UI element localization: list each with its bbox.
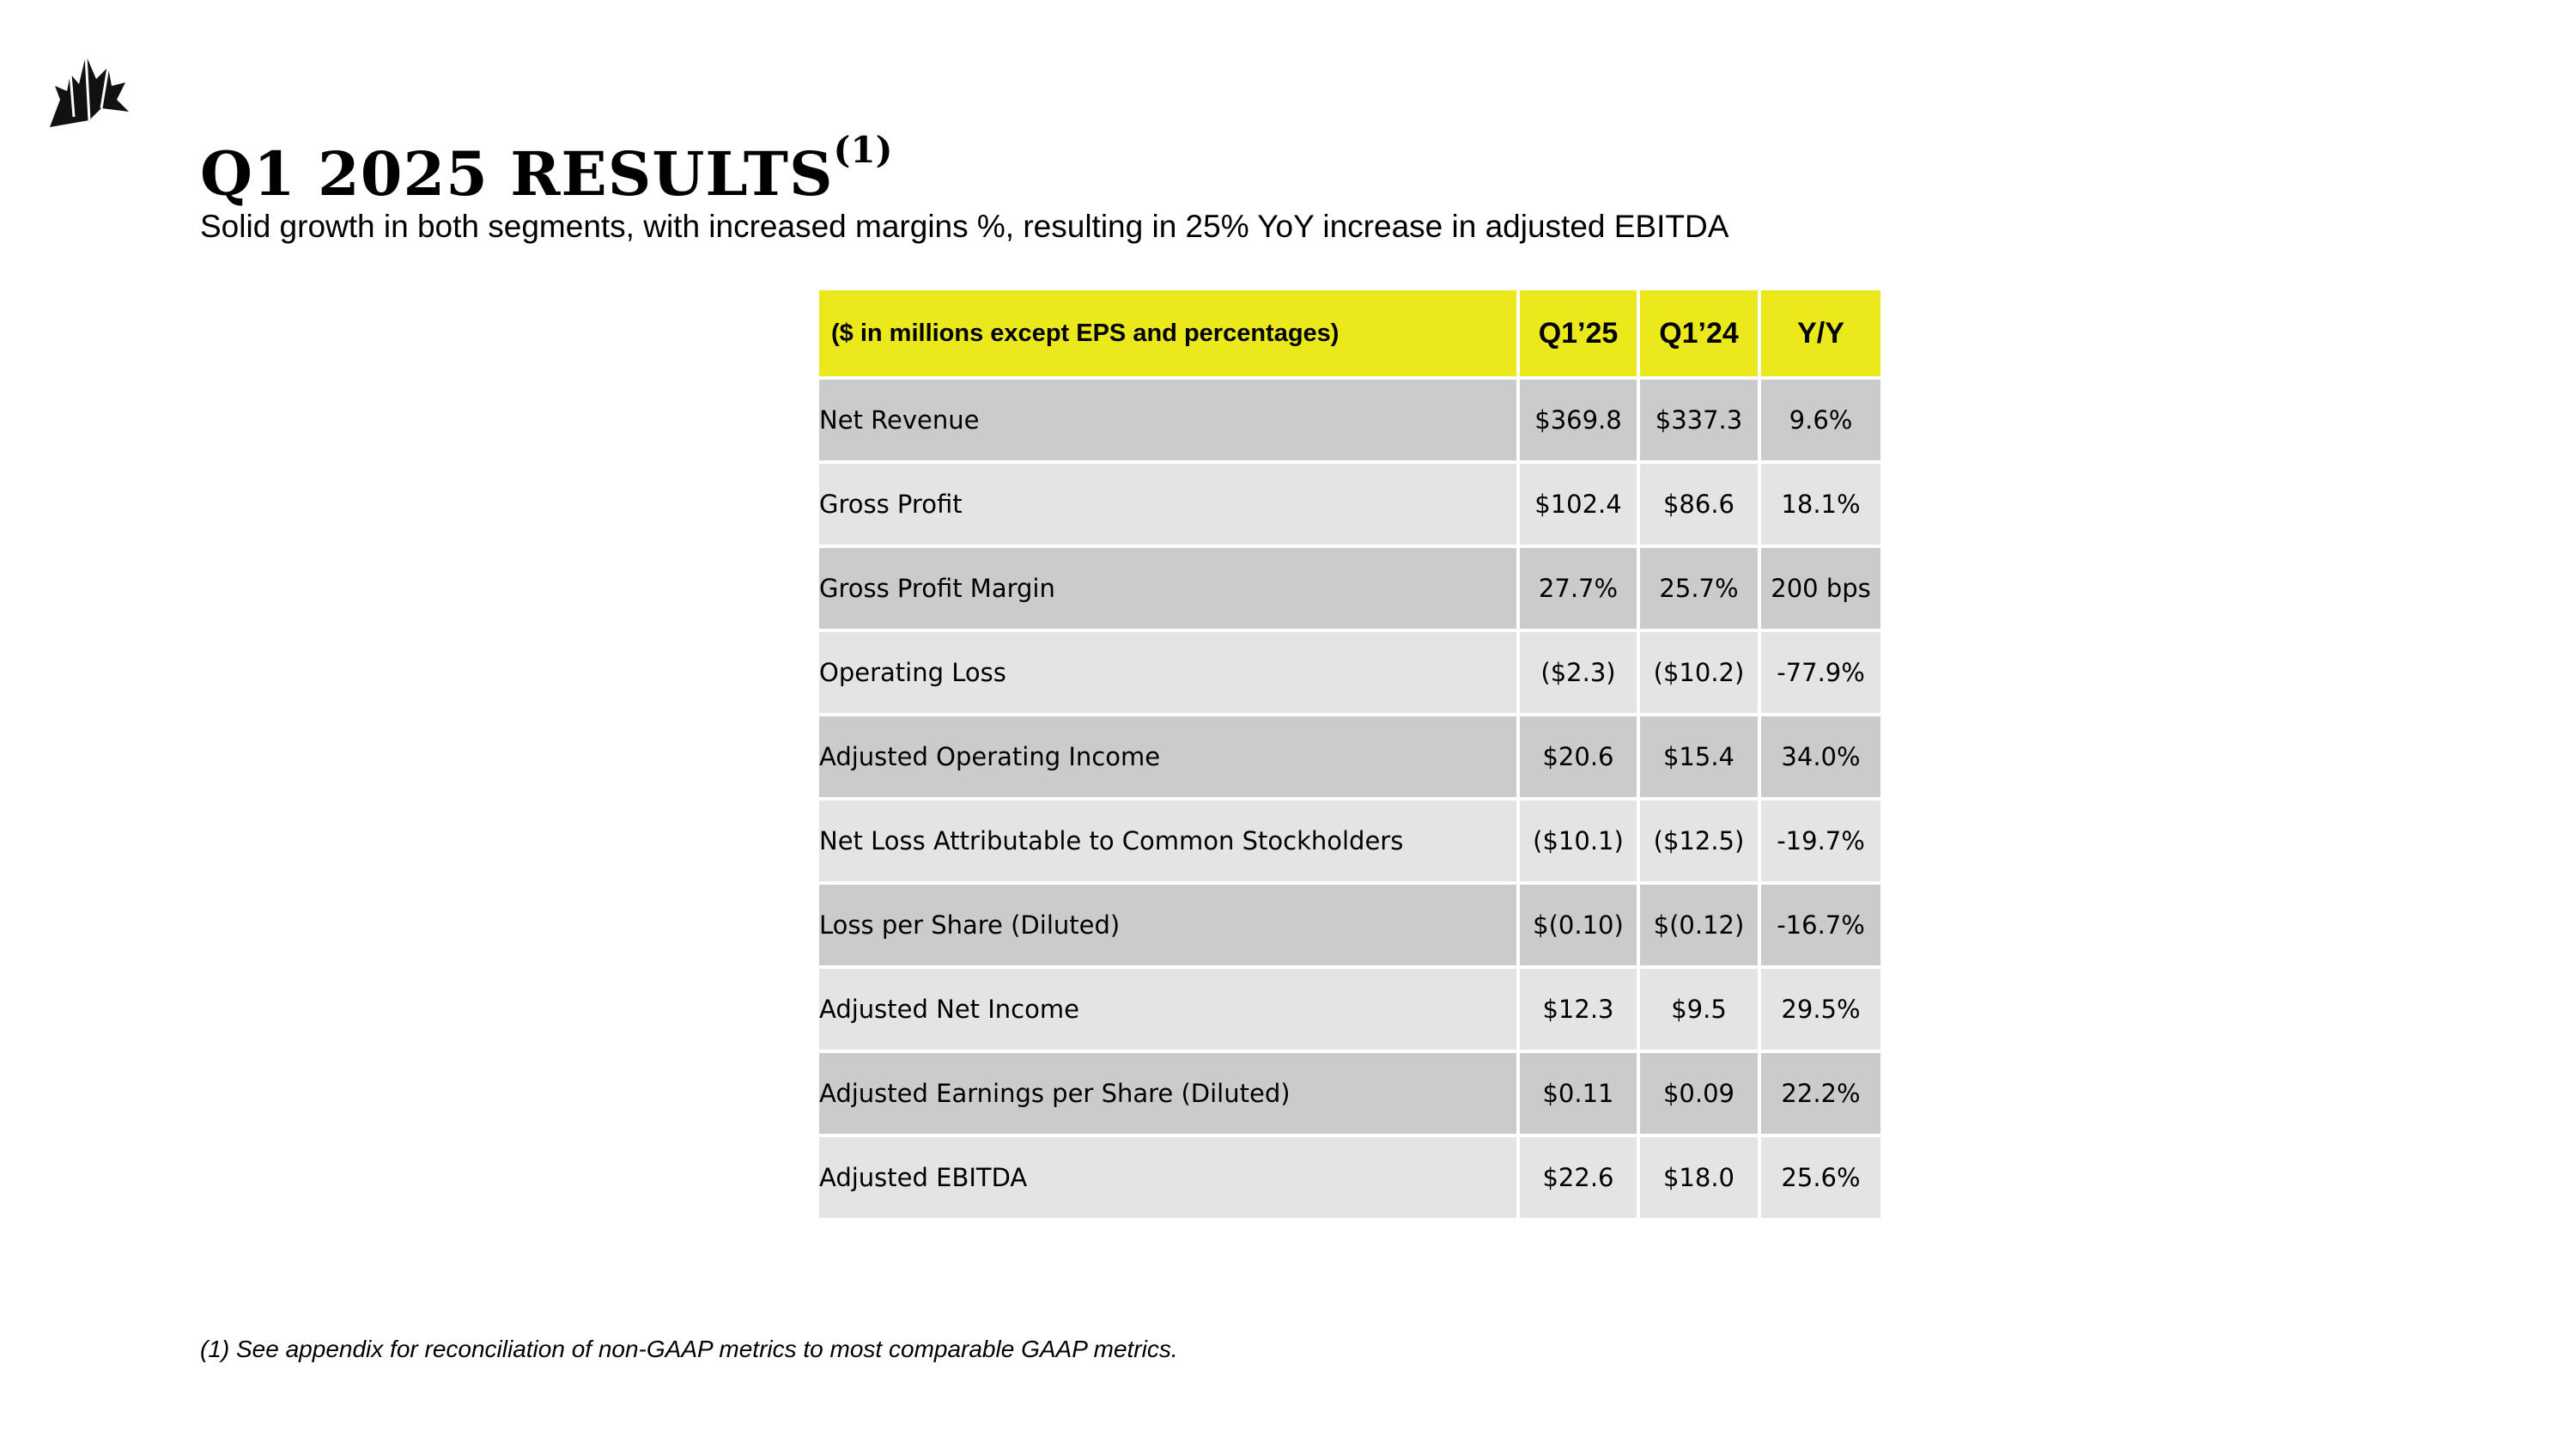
yoy-value: -16.7% [1759, 883, 1882, 967]
sails-logo-icon [48, 48, 129, 127]
q1-25-value: $0.11 [1518, 1051, 1638, 1135]
q1-24-value: $9.5 [1638, 967, 1759, 1051]
table-row [817, 715, 1882, 799]
yoy-value: 9.6% [1759, 378, 1882, 462]
column-header-q1-25: Q1’25 [1518, 289, 1638, 378]
table-row [817, 378, 1882, 462]
column-header-q1-24: Q1’24 [1638, 289, 1759, 378]
row-label: Adjusted EBITDA [817, 1135, 1518, 1220]
q1-25-value: 27.7% [1518, 546, 1638, 630]
footnote: (1) See appendix for reconciliation of non-GAAP metrics to most comparable GAAP metrics. [200, 1336, 1178, 1362]
row-label: Net Loss Attributable to Common Stockholders [817, 799, 1518, 883]
column-header-description: ($ in millions except EPS and percentages) [817, 289, 1518, 378]
q1-25-value: $22.6 [1518, 1135, 1638, 1220]
q1-25-value: $(0.10) [1518, 883, 1638, 967]
table-header-row [817, 289, 1882, 378]
row-label: Loss per Share (Diluted) [817, 883, 1518, 967]
row-label: Net Revenue [817, 378, 1518, 462]
q1-25-value: $12.3 [1518, 967, 1638, 1051]
q1-24-value: 25.7% [1638, 546, 1759, 630]
q1-24-value: $86.6 [1638, 462, 1759, 546]
table-row [817, 1135, 1882, 1220]
yoy-value: 29.5% [1759, 967, 1882, 1051]
table-row [817, 630, 1882, 715]
table-row [817, 1051, 1882, 1135]
q1-24-value: $0.09 [1638, 1051, 1759, 1135]
q1-25-value: ($2.3) [1518, 630, 1638, 715]
q1-24-value: $337.3 [1638, 378, 1759, 462]
q1-25-value: $369.8 [1518, 378, 1638, 462]
q1-24-value: ($12.5) [1638, 799, 1759, 883]
row-label: Adjusted Earnings per Share (Diluted) [817, 1051, 1518, 1135]
row-label: Operating Loss [817, 630, 1518, 715]
table-row [817, 883, 1882, 967]
q1-25-value: $102.4 [1518, 462, 1638, 546]
table-row [817, 546, 1882, 630]
yoy-value: 200 bps [1759, 546, 1882, 630]
yoy-value: -19.7% [1759, 799, 1882, 883]
q1-24-value: ($10.2) [1638, 630, 1759, 715]
yoy-value: 18.1% [1759, 462, 1882, 546]
yoy-value: 22.2% [1759, 1051, 1882, 1135]
row-label: Gross Profit [817, 462, 1518, 546]
table-row [817, 967, 1882, 1051]
title-footnote-marker: (1) [833, 129, 893, 171]
results-table [816, 287, 1884, 1221]
yoy-value: 25.6% [1759, 1135, 1882, 1220]
yoy-value: 34.0% [1759, 715, 1882, 799]
q1-24-value: $(0.12) [1638, 883, 1759, 967]
column-header-yoy: Y/Y [1759, 289, 1882, 378]
table-row [817, 799, 1882, 883]
q1-25-value: $20.6 [1518, 715, 1638, 799]
page-title [200, 129, 893, 210]
page-title-text: Q1 2025 RESULTS [200, 138, 834, 210]
yoy-value: -77.9% [1759, 630, 1882, 715]
row-label: Adjusted Net Income [817, 967, 1518, 1051]
row-label: Gross Profit Margin [817, 546, 1518, 630]
table-row [817, 462, 1882, 546]
q1-24-value: $15.4 [1638, 715, 1759, 799]
row-label: Adjusted Operating Income [817, 715, 1518, 799]
q1-24-value: $18.0 [1638, 1135, 1759, 1220]
q1-25-value: ($10.1) [1518, 799, 1638, 883]
page-subtitle: Solid growth in both segments, with increased margins %, resulting in 25% YoY increase in adjusted EBITDA [200, 209, 1729, 244]
